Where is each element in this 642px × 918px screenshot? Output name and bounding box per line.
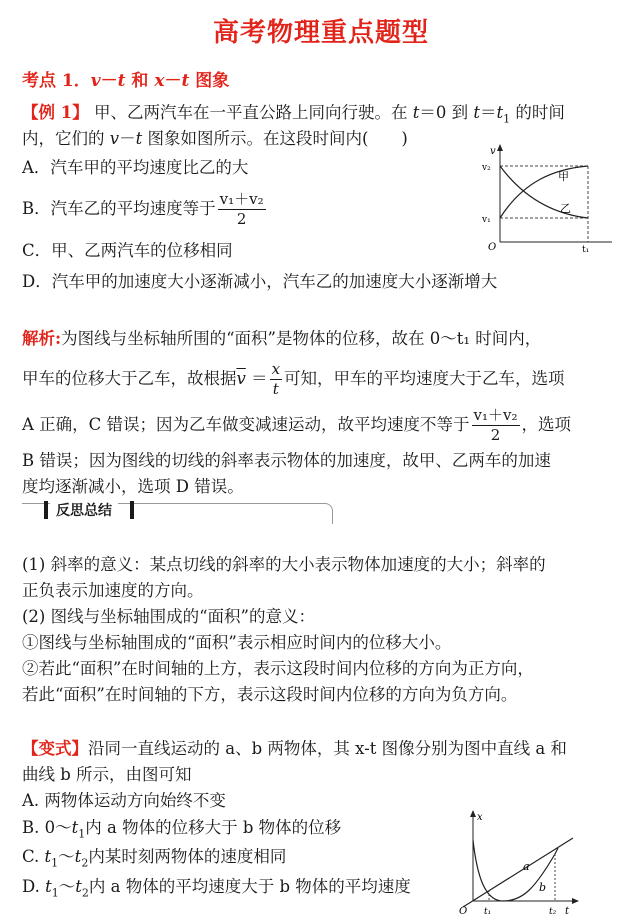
example1-option-c: C．甲、乙两汽车的位移相同 [22,241,233,260]
solution-line2 [22,362,565,397]
label-v1: v₁ [482,215,491,225]
text: 甲车的位移大于乙车，故根据 [22,369,237,388]
solution-line1 [22,328,541,350]
text: B. 0～ [22,818,72,837]
text: 甲、乙两汽车在一平直公路上同向行驶。在 [93,103,413,122]
text: B．汽车乙的平均速度等于 [22,199,216,218]
reflect-label: 反思总结 [50,500,118,520]
label-v2: v₂ [482,163,491,173]
var-vbar: $\overline{v}$ [236,369,246,388]
section-x: x [154,71,165,91]
numerator: x [271,360,281,378]
reflect-p1a: (1) 斜率的意义：某点切线的斜率的大小表示物体加速度的大小；斜率的 [22,555,546,574]
numerator: v₁＋v₂ [473,406,518,424]
label-jia: 甲 [558,170,569,183]
label-t2: t₂ [549,907,557,917]
fraction [472,408,520,443]
text: ～ [58,877,76,896]
variant-option-d [22,876,411,904]
reflect-bar-left [44,501,48,519]
xt-graph [455,806,580,918]
text: C. [22,847,45,866]
section-t: t [117,71,126,91]
y-axis-arrow [497,144,503,151]
text: 可知，甲车的平均速度大于乙车，选项 [284,369,565,388]
vt-graph [478,142,618,254]
fraction [270,362,282,397]
reflect-p2: (2) 图线与坐标轴围成的“面积”的意义： [22,607,315,626]
text: 的时间 [510,103,565,122]
text: 内 a 物体的位移大于 b 物体的位移 [85,818,342,837]
subscript: 1 [51,886,59,900]
page-title: 高考物理重点题型 [212,18,429,48]
variant-option-c [22,846,286,874]
variant-option-b [22,817,341,845]
line-a [463,838,573,907]
var-t: t [44,847,52,866]
text: 图象如图所示。在这段时间内( ) [142,129,408,148]
text: ，选项 [521,415,572,434]
variant-option-a: A. 两物体运动方向始终不变 [22,791,226,810]
variant-line1 [22,738,567,760]
label-t1: t₁ [582,245,590,254]
section-heading [22,66,229,91]
section-dash: － [164,71,182,91]
label-t: t [565,906,570,917]
label-origin: O [459,906,468,917]
var-t: t [71,818,79,837]
text: ＝ [245,369,268,388]
var-t: t [74,847,82,866]
subscript: 1 [503,112,511,126]
denominator: t [272,380,279,398]
denominator: 2 [236,210,247,228]
section-dash: － [100,71,118,91]
label-t1: t₁ [484,907,492,917]
curve-yi [500,166,588,218]
var-t: t [75,877,82,896]
variant-tag: 【变式】 [22,739,88,758]
numerator: v₁＋v₂ [219,190,264,208]
var-t: t [473,103,481,122]
label-v: v [490,146,496,157]
reflect-bar-right [130,501,134,519]
reflect-p4a: ②若此“面积”在时间轴的上方，表示这段时间内位移的方向为正方向， [22,659,534,678]
text: － [119,129,136,148]
subscript: 1 [78,827,86,841]
text: 为图线与坐标轴所围的“面积”是物体的位移，故在 0～t₁ 时间内， [61,329,542,348]
section-v: v [90,71,101,91]
label-a: a [523,860,530,873]
reflect-p1b: 正负表示加速度的方向。 [22,581,204,600]
text: ＝0 到 [419,103,474,122]
label-b: b [539,881,547,894]
text: 内，它们的 [22,129,110,148]
solution-line4: B 错误；因为图线的切线的斜率表示物体的加速度，故甲、乙两车的加速 [22,451,551,470]
text: ～ [58,847,75,866]
section-t: t [181,71,190,91]
variant-line2: 曲线 b 所示，由图可知 [22,765,192,784]
section-and: 和 [125,71,155,91]
text: 沿同一直线运动的 a、b 两物体，其 x-t 图像分别为图中直线 a 和 [88,739,567,758]
section-suffix: 图象 [189,71,230,91]
example1-question-line1 [22,102,565,130]
text: A 正确，C 错误；因为乙车做变减速运动，故平均速度不等于 [22,415,470,434]
example1-option-d: D．汽车甲的加速度大小逐渐减小，汽车乙的加速度大小逐渐增大 [22,272,498,291]
var-t: t [496,103,504,122]
subscript: 1 [51,856,59,870]
label-origin: O [488,242,497,253]
example1-option-a: A．汽车甲的平均速度比乙的大 [22,158,249,177]
example1-tag: 【例 1】 [22,103,89,122]
example1-option-b [22,192,268,227]
y-axis-arrow [470,810,476,817]
solution-line5: 度均逐渐减小，选项 D 错误。 [22,477,244,496]
var-t: t [412,103,420,122]
denominator: 2 [490,426,501,444]
subscript: 2 [81,856,89,870]
fraction [218,192,266,227]
solution-tag: 解析: [22,329,62,348]
reflect-p4b: 若此“面积”在时间轴的下方，表示这段时间内位移的方向为负方向。 [22,685,518,704]
example1-question-line2 [22,128,408,150]
var-t: t [135,129,143,148]
var-t: t [45,877,52,896]
var-v: v [109,129,120,148]
text: 内 a 物体的平均速度大于 b 物体的平均速度 [88,877,411,896]
curve-jia [500,166,588,218]
solution-line3 [22,408,571,443]
x-axis-arrow [572,898,579,904]
text: 内某时刻两物体的速度相同 [88,847,287,866]
text: D. [22,877,46,896]
subscript: 2 [81,886,89,900]
section-prefix: 考点 1． [22,71,91,91]
reflect-p3: ①图线与坐标轴围成的“面积”表示相应时间内的位移大小。 [22,633,452,652]
label-x: x [477,812,483,823]
text: ＝ [480,103,497,122]
label-yi: 乙 [560,202,571,215]
